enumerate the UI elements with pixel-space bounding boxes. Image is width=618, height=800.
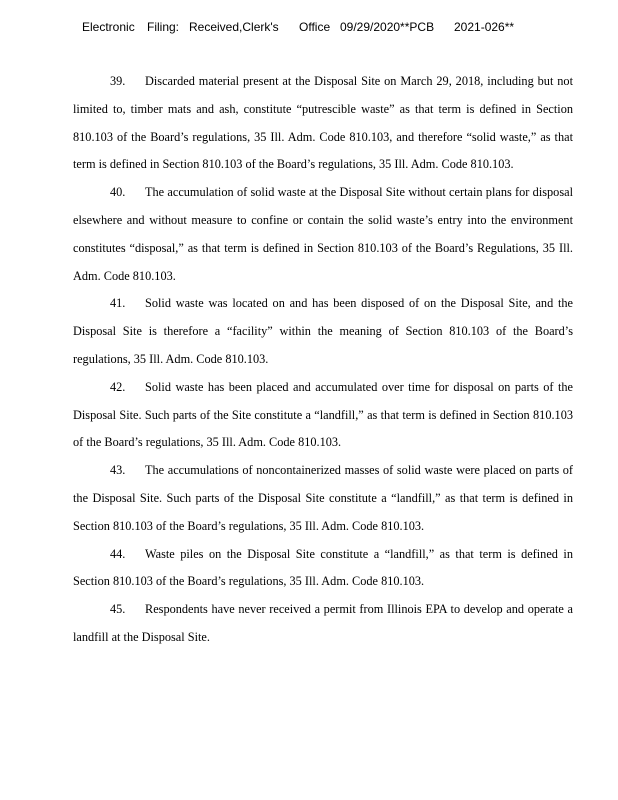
paragraph-number: 42. <box>110 379 126 394</box>
paragraph-43 <box>73 457 573 540</box>
paragraph-text: Solid waste has been placed and accumulated over time for disposal on parts of the Disposal Site. Such parts of the Site constitute a “landfill,” as that term is defined in Section 810.103 of the Board’s regulations, 35 Ill. Adm. Code 810.103. <box>73 379 573 450</box>
header-electronic: Electronic <box>82 20 135 34</box>
paragraph-40 <box>73 179 573 290</box>
paragraph-39 <box>73 68 573 179</box>
paragraph-text: The accumulations of noncontainerized masses of solid waste were placed on parts of the Disposal Site. Such parts of the Disposal Site constitute a “landfill,” as that term is defined in Section 810.103 of the Board’s regulations, 35 Ill. Adm. Code 810.103. <box>73 463 573 533</box>
header-filing: Filing: <box>147 20 180 34</box>
paragraph-41 <box>73 290 573 373</box>
paragraph-45 <box>73 596 573 652</box>
paragraph-number: 41. <box>110 296 126 311</box>
paragraph-number: 39. <box>110 74 126 88</box>
paragraph-number: 40. <box>110 185 126 200</box>
paragraph-42 <box>73 374 573 457</box>
paragraph-text: The accumulation of solid waste at the Disposal Site without certain plans for disposal elsewhere and without measure to confine or contain the solid waste’s entry into the environment constitutes “disposal,” as that term is defined in Section 810.103 of the Board’s Regulations, 35 Ill. Adm. Code 810.103. <box>73 185 573 283</box>
header-office: Office <box>299 20 331 34</box>
header-date: 09/29/2020**PCB <box>340 20 435 34</box>
header-received: Received,Clerk's <box>189 20 279 34</box>
paragraph-number: 43. <box>110 463 126 478</box>
paragraph-number: 45. <box>110 602 126 617</box>
paragraph-text: Respondents have never received a permit from Illinois EPA to develop and operate a landfill at the Disposal Site. <box>73 602 573 644</box>
paragraph-number: 44. <box>110 546 126 561</box>
paragraph-44 <box>73 541 573 597</box>
header-case-number: 2021-026** <box>454 20 515 34</box>
paragraph-text: Solid waste was located on and has been disposed of on the Disposal Site, and the Disposal Site is therefore a “facility” within the meaning of Section 810.103 of the Board’s regulations, 35 Ill. Adm. Code 810.103. <box>73 296 573 366</box>
paragraph-text: Discarded material present at the Disposal Site on March 29, 2018, including but not limited to, timber mats and ash, constitute “putrescible waste” as that term is defined in Section 810.103 of the Board’s regulations, 35 Ill. Adm. Code 810.103, and therefore “solid waste,” as that term is defined in Section 810.103 of the Board’s regulations, 35 Ill. Adm. Code 810.103. <box>73 74 573 172</box>
paragraph-text: Waste piles on the Disposal Site constitute a “landfill,” as that term is defined in Section 810.103 of the Board’s regulations, 35 Ill. Adm. Code 810.103. <box>73 546 573 589</box>
document-body <box>73 68 573 652</box>
